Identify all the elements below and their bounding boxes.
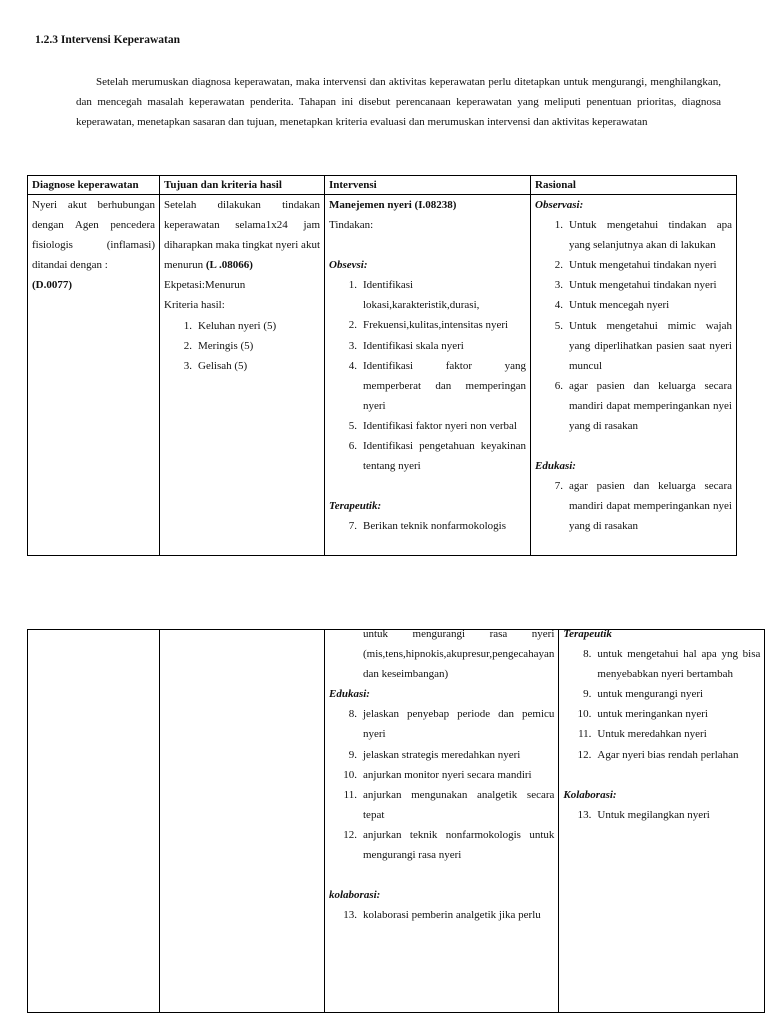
list-item-number: 4.: [554, 299, 563, 312]
list-item-text: Untuk meredahkan nyeri: [597, 728, 707, 741]
observasi-label: Obsevsi:: [329, 259, 368, 272]
diagnose-text: Nyeri akut berhubungan dengan Agen pencedera fisiologis (inflamasi) ditandai dengan :: [32, 199, 155, 272]
list-item: [563, 805, 760, 825]
list-item: [329, 315, 526, 335]
list-item: [329, 905, 554, 925]
list-item-text: Berikan teknik nonfarmokologis: [363, 520, 506, 533]
rasional-edukasi-label: Edukasi:: [535, 460, 576, 473]
list-item: [563, 644, 760, 684]
observasi-list: [329, 275, 526, 476]
kolaborasi-label: kolaborasi:: [329, 889, 381, 902]
list-item-text: anjurkan teknik nonfarmokologis untuk mengurangi rasa nyeri: [363, 828, 555, 862]
list-item-text: untuk meringankan nyeri: [597, 708, 708, 721]
header-tujuan: Tujuan dan kriteria hasil: [160, 176, 325, 195]
list-item-text: Agar nyeri bias rendah perlahan: [597, 748, 739, 761]
list-item-text: Identifikasi pengetahuan keyakinan tentang nyeri: [363, 440, 526, 473]
rasional-cell: [531, 195, 737, 556]
tujuan-code: (L .08066): [205, 259, 253, 272]
list-item: [164, 336, 320, 356]
list-item-text: jelaskan penyebap periode dan pemicu nyeri: [363, 708, 555, 741]
list-item-text: Identifikasi lokasi,karakteristik,durasi,: [363, 279, 480, 312]
list-item-number: 8.: [348, 708, 357, 721]
list-item: [563, 724, 760, 744]
list-item: [329, 336, 526, 356]
edukasi-list: [329, 704, 554, 865]
list-item: [535, 376, 732, 436]
list-item: [563, 684, 760, 704]
list-item-text: Frekuensi,kulitas,intensitas nyeri: [363, 319, 509, 332]
terapeutik-list: [329, 516, 526, 536]
list-item-number: 9.: [583, 688, 592, 701]
rasional-observasi-list: [535, 215, 732, 436]
intervensi-cell: [325, 195, 531, 556]
list-item-number: 3.: [348, 339, 357, 352]
list-item: [164, 356, 320, 376]
list-item-number: 3.: [183, 359, 192, 372]
list-item-number: 13.: [343, 909, 357, 922]
header-intervensi: Intervensi: [325, 176, 531, 195]
list-item-number: 8.: [583, 648, 592, 661]
list-item-text: Untuk mengetahui tindakan nyeri: [569, 279, 717, 292]
list-item: [329, 416, 526, 436]
header-diagnose: Diagnose keperawatan: [28, 176, 160, 195]
kolaborasi-list: [329, 905, 554, 925]
list-item-text: agar pasien dan keluarga secara mandiri dapat memperingankan nyei yang di rasakan: [569, 379, 732, 433]
intervention-table-part-2: [27, 629, 765, 1013]
list-item-text: Untuk mengetahui tindakan apa yang selanjutnya akan di lakukan: [569, 219, 732, 252]
list-item-number: 6.: [348, 440, 357, 453]
list-item-number: 13.: [577, 808, 592, 821]
diagnose-code: (D.0077): [32, 279, 73, 292]
list-item-number: 10.: [577, 708, 592, 721]
list-item-number: 1.: [348, 279, 357, 292]
diagnose-cell: [28, 195, 160, 556]
list-item-number: 11.: [343, 788, 357, 801]
list-item: [535, 215, 732, 255]
list-item-text: untuk mengurangi nyeri: [597, 688, 704, 701]
list-item-text: Keluhan nyeri (5): [198, 319, 277, 332]
list-item: [329, 745, 554, 765]
list-item-number: 2.: [348, 319, 357, 332]
list-item-number: 5.: [554, 319, 563, 332]
rasional-kolaborasi-list: [563, 805, 760, 825]
list-item: [535, 476, 732, 536]
kriteria-label: Kriteria hasil:: [164, 299, 225, 312]
list-item-text: untuk mengetahui hal apa yng bisa menyebabkan nyeri bertambah: [597, 648, 761, 681]
kriteria-list: [164, 316, 320, 376]
list-item-text: Untuk mengetahui mimic wajah yang diperlihatkan pasien saat nyeri muncul: [569, 319, 732, 372]
list-item: [329, 516, 526, 536]
list-item: [329, 704, 554, 744]
list-item-text: jelaskan strategis meredahkan nyeri: [363, 748, 521, 761]
list-item-number: 12.: [343, 828, 357, 841]
rasional-terapeutik-list: [563, 644, 760, 765]
table-row: [28, 630, 765, 1013]
list-item: [535, 275, 732, 295]
list-item: [535, 295, 732, 315]
intro-paragraph: Setelah merumuskan diagnosa keperawatan, maka intervensi dan aktivitas keperawatan perlu ditetapkan untuk mengurangi, menghilangkan, dan mencegah masalah keperawatan penderita. Tahapan ini disebut perencanaan keperawatan yang meliputi penentuan prioritas, diagnosa keperawatan, menetapkan sasaran dan tujuan, menetapkan kriteria evaluasi dan merumuskan intervensi dan aktivitas keperawatan: [76, 76, 721, 128]
list-item: [563, 745, 760, 765]
list-item-text: Untuk megilangkan nyeri: [597, 808, 710, 821]
diagnose-cell-continued: [28, 630, 160, 1013]
list-item: [329, 436, 526, 476]
intervention-table-part-1: [27, 175, 737, 556]
list-item: [563, 704, 760, 724]
table-row: [28, 195, 737, 556]
list-item: [535, 316, 732, 376]
tujuan-ekspetasi: Ekpetasi:Menurun: [164, 279, 246, 292]
list-item-number: 11.: [578, 728, 592, 741]
list-item-number: 3.: [554, 279, 563, 292]
terapeutik-label: Terapeutik:: [329, 500, 382, 513]
intervensi-tindakan: Tindakan:: [329, 219, 374, 232]
edukasi-label: Edukasi:: [329, 688, 370, 701]
rasional-edukasi-list: [535, 476, 732, 536]
list-item: [329, 275, 526, 315]
list-item-text: agar pasien dan keluarga secara mandiri dapat memperingankan nyei yang di rasakan: [569, 480, 732, 533]
list-item-number: 5.: [348, 419, 357, 432]
list-item-text: Untuk mengetahui tindakan nyeri: [569, 259, 717, 272]
intervensi-title: Manejemen nyeri (I.08238): [329, 199, 457, 211]
list-item-number: 1.: [183, 319, 192, 332]
list-item-number: 12.: [577, 748, 592, 761]
tujuan-text-body: Setelah dilakukan tindakan keperawatan selama1x24 jam diharapkan maka tingkat nyeri akut menurun: [164, 199, 320, 272]
list-item-text: Untuk mencegah nyeri: [569, 299, 670, 312]
list-item-number: 7.: [554, 480, 563, 493]
list-item-number: 7.: [348, 520, 357, 533]
list-item: [329, 356, 526, 416]
list-item-text: Identifikasi faktor nyeri non verbal: [363, 419, 517, 432]
table-header-row: [28, 176, 737, 195]
list-item: [329, 765, 554, 785]
list-item: [164, 316, 320, 336]
list-item-text: anjurkan monitor nyeri secara mandiri: [363, 768, 532, 781]
list-item-number: 4.: [348, 359, 357, 372]
list-item-text: Gelisah (5): [198, 359, 248, 372]
terapeutik-7-continued: untuk mengurangi rasa nyeri (mis,tens,hipnokis,akupresur,pengecahayan dan keseimbangan): [363, 628, 555, 681]
list-item: [535, 255, 732, 275]
rasional-kolaborasi-label: Kolaborasi:: [563, 788, 617, 801]
header-rasional: Rasional: [531, 176, 737, 195]
list-item-text: Meringis (5): [198, 339, 254, 352]
intervensi-cell-continued: [325, 630, 559, 1013]
list-item-text: kolaborasi pemberin analgetik jika perlu: [363, 909, 541, 922]
rasional-observasi-label: Observasi:: [535, 199, 584, 211]
list-item-number: 9.: [348, 748, 357, 761]
list-item: [329, 825, 554, 865]
list-item: [329, 785, 554, 825]
list-item-text: anjurkan mengunakan analgetik secara tepat: [363, 788, 555, 821]
rasional-cell-continued: [559, 630, 765, 1013]
rasional-terapeutik-label: Terapeutik: [563, 628, 612, 640]
section-heading: 1.2.3 Intervensi Keperawatan: [35, 34, 181, 46]
tujuan-text: [164, 195, 320, 275]
list-item-number: 10.: [343, 768, 357, 781]
list-item-number: 6.: [554, 379, 563, 392]
list-item-number: 2.: [183, 339, 192, 352]
list-item-text: Identifikasi faktor yang memperberat dan memperingan nyeri: [363, 359, 526, 412]
list-item-number: 1.: [554, 219, 563, 232]
list-item-text: Identifikasi skala nyeri: [363, 339, 464, 352]
list-item-number: 2.: [554, 259, 563, 272]
tujuan-cell: [160, 195, 325, 556]
tujuan-cell-continued: [160, 630, 325, 1013]
